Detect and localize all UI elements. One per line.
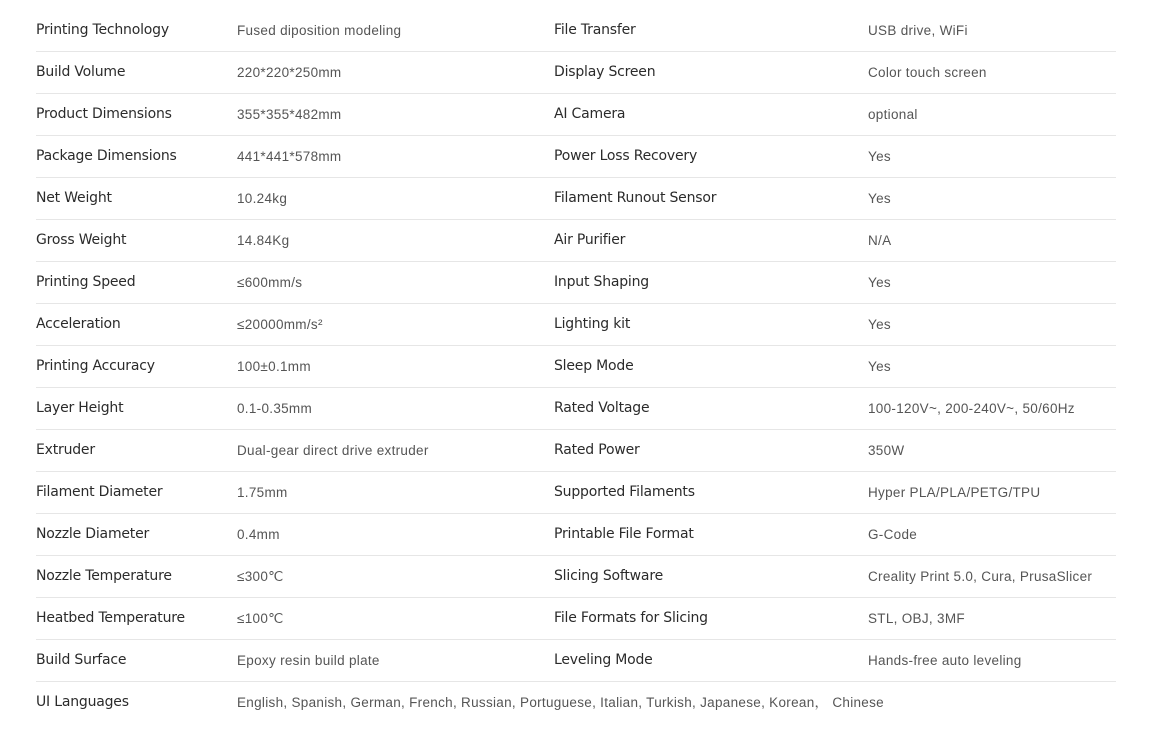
spec-row: [36, 640, 1116, 682]
spec-value: Epoxy resin build plate: [237, 653, 380, 668]
spec-label: Lighting kit: [554, 316, 631, 332]
spec-value: N/A: [868, 233, 892, 248]
spec-label: Slicing Software: [554, 568, 663, 584]
spec-label: Leveling Mode: [554, 652, 653, 668]
spec-label: Acceleration: [36, 316, 121, 332]
spec-label: Build Surface: [36, 652, 127, 668]
spec-value: 220*220*250mm: [237, 65, 342, 80]
spec-label: Heatbed Temperature: [36, 610, 185, 626]
spec-value: English, Spanish, German, French, Russian, Portuguese, Italian, Turkish, Japanese, Korean， Chinese: [237, 695, 884, 710]
spec-value: 100±0.1mm: [237, 359, 311, 374]
spec-value: Yes: [868, 191, 891, 206]
spec-value: Hands-free auto leveling: [868, 653, 1022, 668]
spec-value: 0.4mm: [237, 527, 280, 542]
spec-value: 350W: [868, 443, 905, 458]
spec-value: Hyper PLA/PLA/PETG/TPU: [868, 485, 1041, 500]
spec-value: Yes: [868, 317, 891, 332]
spec-label: Sleep Mode: [554, 358, 634, 374]
spec-label: Printable File Format: [554, 526, 694, 542]
spec-value: 1.75mm: [237, 485, 288, 500]
spec-value: Dual-gear direct drive extruder: [237, 443, 429, 458]
spec-label: Printing Accuracy: [36, 358, 155, 374]
spec-value: ≤300℃: [237, 569, 284, 584]
spec-value: Yes: [868, 275, 891, 290]
spec-row: [36, 52, 1116, 94]
spec-label: Rated Voltage: [554, 400, 650, 416]
spec-value: 100-120V~, 200-240V~, 50/60Hz: [868, 401, 1075, 416]
spec-value: USB drive, WiFi: [868, 23, 968, 38]
spec-row: [36, 388, 1116, 430]
spec-label: Display Screen: [554, 64, 656, 80]
spec-row: [36, 10, 1116, 52]
spec-value: 355*355*482mm: [237, 107, 342, 122]
spec-label: Product Dimensions: [36, 106, 172, 122]
spec-value: ≤20000mm/s²: [237, 317, 323, 332]
spec-label: Supported Filaments: [554, 484, 695, 500]
spec-row-languages: [36, 682, 1116, 724]
spec-row: [36, 514, 1116, 556]
spec-value: 10.24kg: [237, 191, 288, 206]
spec-value: optional: [868, 107, 918, 122]
spec-value: 14.84Kg: [237, 233, 290, 248]
spec-label: Rated Power: [554, 442, 640, 458]
spec-label: Air Purifier: [554, 232, 626, 248]
spec-row: [36, 262, 1116, 304]
spec-label: Printing Speed: [36, 274, 136, 290]
spec-value: Color touch screen: [868, 65, 987, 80]
spec-row: [36, 430, 1116, 472]
spec-value: 441*441*578mm: [237, 149, 342, 164]
spec-label: Nozzle Diameter: [36, 526, 150, 542]
spec-row: [36, 556, 1116, 598]
spec-label: Package Dimensions: [36, 148, 177, 164]
spec-label: UI Languages: [36, 694, 129, 710]
spec-value: ≤600mm/s: [237, 275, 303, 290]
spec-label: Net Weight: [36, 190, 112, 206]
spec-value: STL, OBJ, 3MF: [868, 611, 965, 626]
spec-row: [36, 598, 1116, 640]
spec-label: Build Volume: [36, 64, 126, 80]
spec-row: [36, 304, 1116, 346]
spec-label: Gross Weight: [36, 232, 127, 248]
spec-value: Yes: [868, 149, 891, 164]
spec-label: Extruder: [36, 442, 95, 458]
spec-label: Layer Height: [36, 400, 124, 416]
spec-value: 0.1-0.35mm: [237, 401, 313, 416]
spec-label: Filament Diameter: [36, 484, 163, 500]
spec-row: [36, 220, 1116, 262]
spec-row: [36, 136, 1116, 178]
spec-label: Filament Runout Sensor: [554, 190, 717, 206]
spec-label: Nozzle Temperature: [36, 568, 172, 584]
spec-label: Input Shaping: [554, 274, 649, 290]
spec-label: Printing Technology: [36, 22, 169, 38]
spec-value: Creality Print 5.0, Cura, PrusaSlicer: [868, 569, 1093, 584]
spec-value: Fused diposition modeling: [237, 23, 402, 38]
spec-row: [36, 178, 1116, 220]
spec-label: Power Loss Recovery: [554, 148, 698, 164]
spec-value: G-Code: [868, 527, 918, 542]
spec-value: ≤100℃: [237, 611, 284, 626]
spec-row: [36, 346, 1116, 388]
spec-label: AI Camera: [554, 106, 626, 122]
spec-row: [36, 94, 1116, 136]
spec-table: [36, 10, 1116, 724]
spec-value: Yes: [868, 359, 891, 374]
spec-row: [36, 472, 1116, 514]
spec-label: File Transfer: [554, 22, 636, 38]
spec-label: File Formats for Slicing: [554, 610, 708, 626]
